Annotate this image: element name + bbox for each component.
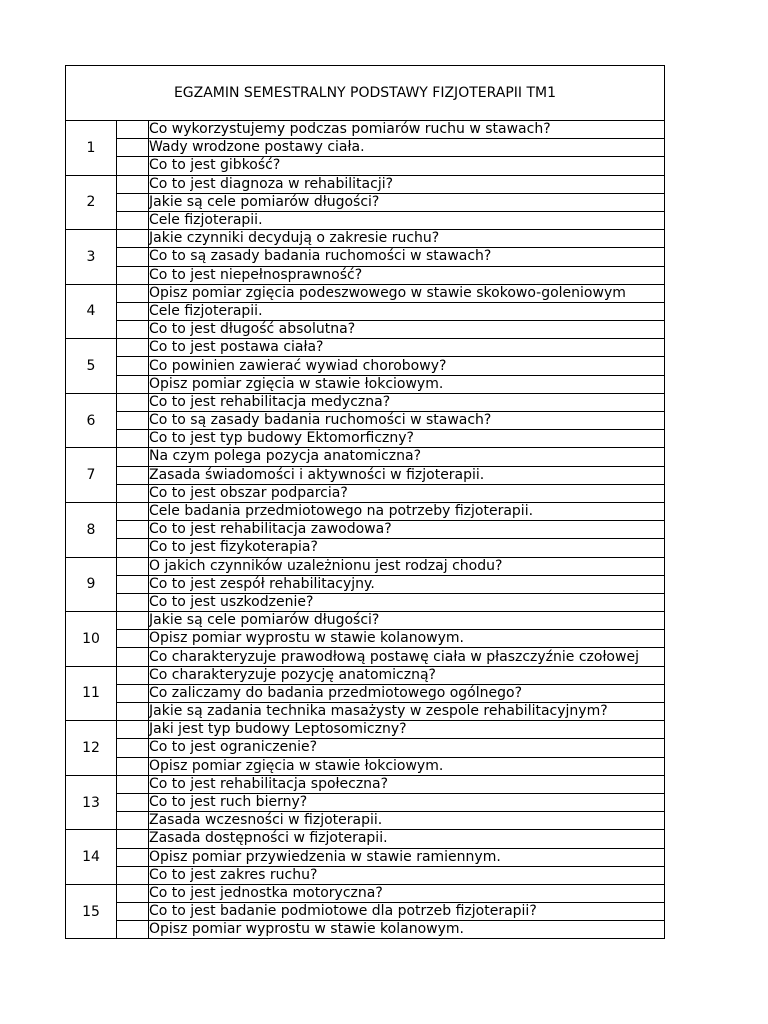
blank-cell: [117, 339, 149, 357]
question-text: Zasada świadomości i aktywności w fizjoterapii.: [149, 466, 665, 484]
blank-cell: [117, 812, 149, 830]
title-row: [66, 66, 665, 121]
question-text: Jaki jest typ budowy Leptosomiczny?: [149, 721, 665, 739]
question-row: [66, 884, 665, 902]
exam-table-body: [66, 66, 665, 939]
blank-cell: [117, 430, 149, 448]
blank-cell: [117, 775, 149, 793]
group-number: 2: [66, 175, 117, 230]
question-text: Co to jest ruch bierny?: [149, 793, 665, 811]
blank-cell: [117, 357, 149, 375]
blank-cell: [117, 757, 149, 775]
question-row: [66, 230, 665, 248]
question-text: Opisz pomiar wyprostu w stawie kolanowym.: [149, 630, 665, 648]
blank-cell: [117, 648, 149, 666]
question-text: Jakie są zadania technika masażysty w zespole rehabilitacyjnym?: [149, 703, 665, 721]
blank-cell: [117, 630, 149, 648]
question-row: [66, 666, 665, 684]
question-row: [66, 357, 665, 375]
blank-cell: [117, 539, 149, 557]
question-row: [66, 175, 665, 193]
exam-table: [65, 65, 665, 939]
group-number: 15: [66, 884, 117, 939]
question-text: Jakie są cele pomiarów długości?: [149, 193, 665, 211]
question-text: Co to jest rehabilitacja zawodowa?: [149, 521, 665, 539]
page-title: EGZAMIN SEMESTRALNY PODSTAWY FIZJOTERAPII TM1: [66, 66, 665, 121]
question-row: [66, 612, 665, 630]
question-text: Jakie czynniki decydują o zakresie ruchu?: [149, 230, 665, 248]
question-text: Co to jest typ budowy Ektomorficzny?: [149, 430, 665, 448]
blank-cell: [117, 721, 149, 739]
group-number: 8: [66, 502, 117, 557]
question-row: [66, 412, 665, 430]
blank-cell: [117, 793, 149, 811]
question-text: Co to jest uszkodzenie?: [149, 593, 665, 611]
group-number: 9: [66, 557, 117, 612]
question-text: Co charakteryzuje prawodłową postawę ciała w płaszczyźnie czołowej: [149, 648, 665, 666]
question-text: Co to jest długość absolutna?: [149, 321, 665, 339]
question-row: [66, 284, 665, 302]
group-number: 4: [66, 284, 117, 339]
question-row: [66, 775, 665, 793]
question-text: Co wykorzystujemy podczas pomiarów ruchu w stawach?: [149, 121, 665, 139]
blank-cell: [117, 502, 149, 520]
question-row: [66, 139, 665, 157]
question-row: [66, 703, 665, 721]
question-text: Co to jest badanie podmiotowe dla potrzeb fizjoterapii?: [149, 903, 665, 921]
question-text: Co to jest gibkość?: [149, 157, 665, 175]
blank-cell: [117, 302, 149, 320]
question-row: [66, 793, 665, 811]
blank-cell: [117, 466, 149, 484]
blank-cell: [117, 321, 149, 339]
question-row: [66, 630, 665, 648]
blank-cell: [117, 848, 149, 866]
question-row: [66, 121, 665, 139]
exam-sheet: [65, 65, 665, 939]
group-number: 11: [66, 666, 117, 721]
blank-cell: [117, 211, 149, 229]
question-row: [66, 721, 665, 739]
question-row: [66, 448, 665, 466]
question-row: [66, 757, 665, 775]
group-number: 5: [66, 339, 117, 394]
blank-cell: [117, 412, 149, 430]
blank-cell: [117, 248, 149, 266]
blank-cell: [117, 666, 149, 684]
blank-cell: [117, 557, 149, 575]
question-text: Co to są zasady badania ruchomości w stawach?: [149, 412, 665, 430]
question-text: Cele fizjoterapii.: [149, 211, 665, 229]
question-row: [66, 593, 665, 611]
question-row: [66, 539, 665, 557]
group-number: 12: [66, 721, 117, 776]
question-row: [66, 502, 665, 520]
blank-cell: [117, 193, 149, 211]
question-row: [66, 903, 665, 921]
blank-cell: [117, 884, 149, 902]
question-text: Opisz pomiar zgięcia w stawie łokciowym.: [149, 375, 665, 393]
question-text: Opisz pomiar wyprostu w stawie kolanowym.: [149, 921, 665, 939]
question-row: [66, 866, 665, 884]
question-text: Co to jest zakres ruchu?: [149, 866, 665, 884]
blank-cell: [117, 684, 149, 702]
question-text: Co to jest rehabilitacja medyczna?: [149, 393, 665, 411]
blank-cell: [117, 739, 149, 757]
blank-cell: [117, 393, 149, 411]
group-number: 7: [66, 448, 117, 503]
question-row: [66, 393, 665, 411]
blank-cell: [117, 484, 149, 502]
question-text: Jakie są cele pomiarów długości?: [149, 612, 665, 630]
blank-cell: [117, 575, 149, 593]
question-row: [66, 484, 665, 502]
question-text: Co to jest ograniczenie?: [149, 739, 665, 757]
blank-cell: [117, 448, 149, 466]
group-number: 14: [66, 830, 117, 885]
blank-cell: [117, 903, 149, 921]
question-row: [66, 830, 665, 848]
question-row: [66, 193, 665, 211]
question-text: Co zaliczamy do badania przedmiotowego ogólnego?: [149, 684, 665, 702]
question-text: Opisz pomiar zgięcia w stawie łokciowym.: [149, 757, 665, 775]
blank-cell: [117, 375, 149, 393]
question-row: [66, 430, 665, 448]
question-row: [66, 557, 665, 575]
blank-cell: [117, 121, 149, 139]
blank-cell: [117, 230, 149, 248]
question-text: Co to jest rehabilitacja społeczna?: [149, 775, 665, 793]
blank-cell: [117, 830, 149, 848]
question-text: O jakich czynników uzależnionu jest rodzaj chodu?: [149, 557, 665, 575]
question-text: Co to jest obszar podparcia?: [149, 484, 665, 502]
blank-cell: [117, 521, 149, 539]
blank-cell: [117, 866, 149, 884]
group-number: 10: [66, 612, 117, 667]
question-text: Zasada wczesności w fizjoterapii.: [149, 812, 665, 830]
blank-cell: [117, 921, 149, 939]
question-text: Cele badania przedmiotowego na potrzeby fizjoterapii.: [149, 502, 665, 520]
question-row: [66, 248, 665, 266]
question-row: [66, 157, 665, 175]
question-row: [66, 812, 665, 830]
question-row: [66, 521, 665, 539]
question-row: [66, 266, 665, 284]
question-row: [66, 921, 665, 939]
question-text: Co powinien zawierać wywiad chorobowy?: [149, 357, 665, 375]
blank-cell: [117, 284, 149, 302]
blank-cell: [117, 703, 149, 721]
question-text: Na czym polega pozycja anatomiczna?: [149, 448, 665, 466]
question-row: [66, 848, 665, 866]
blank-cell: [117, 593, 149, 611]
question-text: Opisz pomiar przywiedzenia w stawie ramiennym.: [149, 848, 665, 866]
question-text: Co to jest fizykoterapia?: [149, 539, 665, 557]
question-row: [66, 739, 665, 757]
question-text: Zasada dostępności w fizjoterapii.: [149, 830, 665, 848]
question-row: [66, 375, 665, 393]
blank-cell: [117, 139, 149, 157]
group-number: 13: [66, 775, 117, 830]
group-number: 1: [66, 121, 117, 176]
question-text: Wady wrodzone postawy ciała.: [149, 139, 665, 157]
question-text: Co to jest diagnoza w rehabilitacji?: [149, 175, 665, 193]
question-text: Co to są zasady badania ruchomości w stawach?: [149, 248, 665, 266]
question-text: Cele fizjoterapii.: [149, 302, 665, 320]
blank-cell: [117, 612, 149, 630]
group-number: 3: [66, 230, 117, 285]
question-text: Co to jest zespół rehabilitacyjny.: [149, 575, 665, 593]
question-text: Co charakteryzuje pozycję anatomiczną?: [149, 666, 665, 684]
question-row: [66, 211, 665, 229]
question-row: [66, 466, 665, 484]
blank-cell: [117, 157, 149, 175]
blank-cell: [117, 266, 149, 284]
question-text: Co to jest niepełnosprawność?: [149, 266, 665, 284]
blank-cell: [117, 175, 149, 193]
group-number: 6: [66, 393, 117, 448]
question-text: Co to jest jednostka motoryczna?: [149, 884, 665, 902]
question-row: [66, 648, 665, 666]
question-row: [66, 339, 665, 357]
question-row: [66, 321, 665, 339]
question-text: Co to jest postawa ciała?: [149, 339, 665, 357]
question-row: [66, 302, 665, 320]
question-row: [66, 684, 665, 702]
question-row: [66, 575, 665, 593]
question-text: Opisz pomiar zgięcia podeszwowego w stawie skokowo-goleniowym: [149, 284, 665, 302]
